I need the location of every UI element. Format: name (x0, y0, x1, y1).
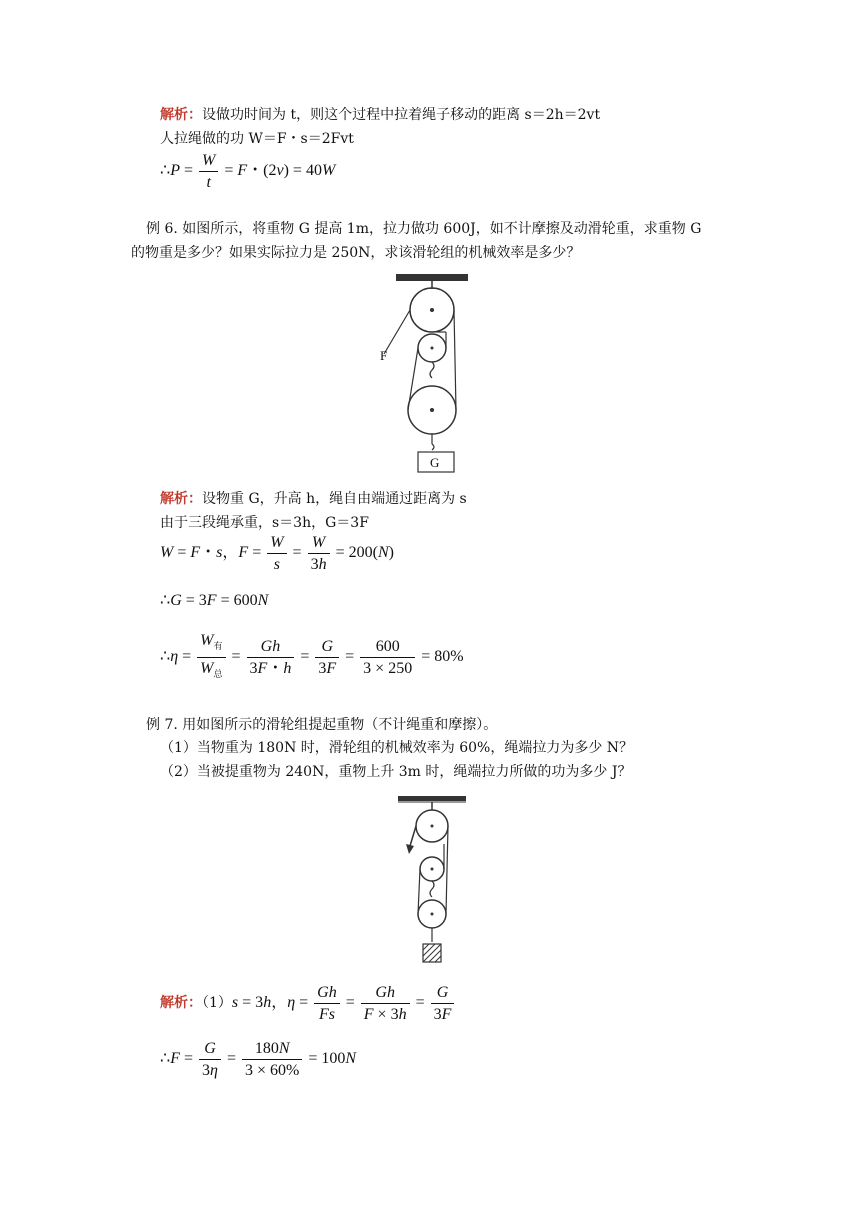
example-7-question-2: （2）当被提重物为 240N，重物上升 3m 时，绳端拉力所做的功为多少 J？ (160, 764, 632, 780)
solution-line-2: 人拉绳做的功 W＝F・s＝2Fvt (160, 131, 354, 147)
pulley-diagram-1 (370, 272, 480, 477)
weight-label: G (430, 455, 440, 470)
work-force-equation: W = F・s，F = $\frac{W}{s}$ = $\frac{W}{3h}$ = 200(N) (160, 534, 394, 573)
efficiency-equation: ∴η = $\frac{W_有}{W_总}$ = $\frac{Gh}{3F・h}$ = $\frac{G}{3F}$ = $\frac{600}{3 \times 250}$ = 80% (160, 632, 464, 679)
solution-line-1: 解析：设做功时间为 t，则这个过程中拉着绳子移动的距离 s＝2h＝2vt (160, 107, 601, 123)
pulley-diagram-2 (392, 794, 472, 966)
example-6-line-2: 的物重是多少？如果实际拉力是 250N，求该滑轮组的机械效率是多少？ (131, 245, 581, 261)
example-7-line-1: 例 7. 用如图所示的滑轮组提起重物（不计绳重和摩擦）。 (146, 717, 498, 733)
power-equation: ∴P = $\frac{W}{t}$ = F・(2v) = 40W (160, 152, 336, 191)
solution-label: 解析： (160, 491, 202, 507)
example-7-question-1: （1）当物重为 180N 时，滑轮组的机械效率为 60%，绳端拉力为多少 N？ (160, 740, 634, 756)
example-6-line-1: 例 6. 如图所示，将重物 G 提高 1m，拉力做功 600J，如不计摩擦及动滑轮重，求重物 G (146, 221, 702, 237)
weight-equation: ∴G = 3F = 600N (160, 592, 269, 609)
solution-label: 解析： (160, 995, 202, 1012)
solution-6-line-2: 由于三段绳承重，s＝3h，G＝3F (160, 515, 369, 531)
solution-7-equation-2: ∴F = $\frac{G}{3\eta}$ = $\frac{180N}{3 \times 60\%}$ = 100N (160, 1040, 357, 1079)
solution-7-equation-1: 解析：（1）s = 3h，η = $\frac{Gh}{Fs}$ = $\frac{Gh}{F \times 3h}$ = $\frac{G}{3F}$ (160, 982, 456, 1025)
solution-6-line-1: 解析：设物重 G，升高 h，绳自由端通过距离为 s (160, 491, 467, 507)
solution-label: 解析： (160, 107, 202, 123)
force-label: F (380, 348, 388, 363)
